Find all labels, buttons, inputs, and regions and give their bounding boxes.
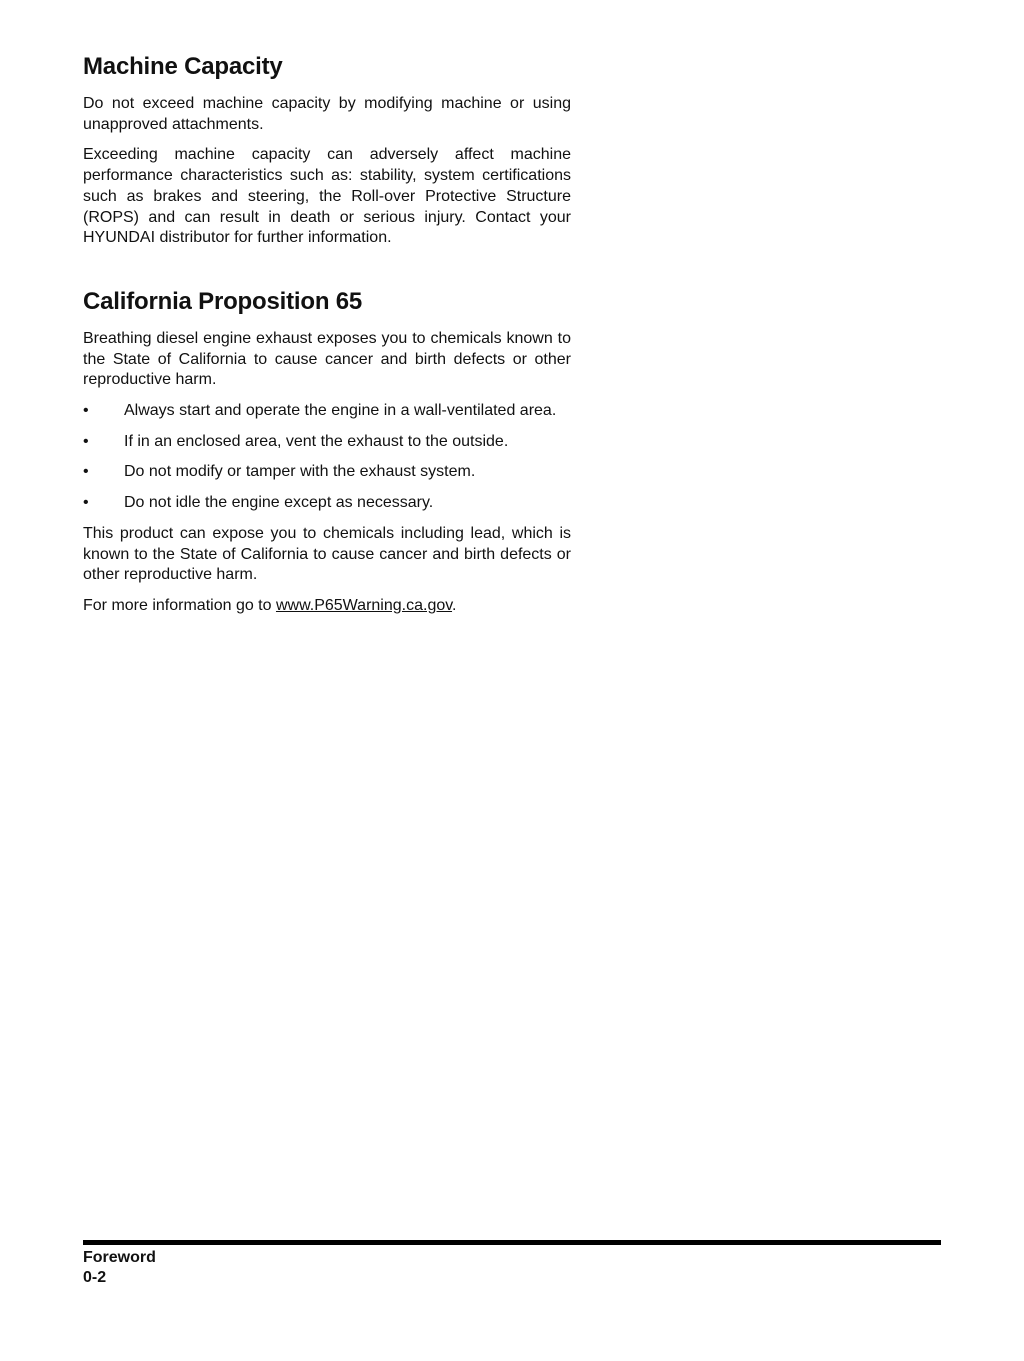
list-item <box>83 493 571 514</box>
heading-machine-capacity: Machine Capacity <box>83 53 283 80</box>
prop65-intro-paragraph: Breathing diesel engine exhaust exposes you to chemicals known to the State of California to cause cancer and birth defects or other reproductive harm. <box>83 329 571 389</box>
footer-section-title: Foreword <box>83 1249 156 1266</box>
list-item-text: Always start and operate the engine in a wall-ventilated area. <box>124 402 557 420</box>
machine-capacity-paragraph-2: Exceeding machine capacity can adversely affect machine performance characteristics such as: stability, system certifications such as brakes and steering, the Roll-over Protective Structure (ROPS) and can result in death or serious injury. Contact your HYUNDAI distributor for further information. <box>83 146 571 247</box>
more-info-prefix: For more information go to <box>83 596 276 614</box>
bullet-icon: • <box>83 463 89 481</box>
list-item-text: If in an enclosed area, vent the exhaust to the outside. <box>124 432 509 450</box>
list-item-text: Do not idle the engine except as necessary. <box>124 494 434 512</box>
footer-page-number: 0-2 <box>83 1269 107 1286</box>
bullet-icon: • <box>83 402 89 420</box>
more-info-line <box>83 596 571 617</box>
list-item-text: Do not modify or tamper with the exhaust system. <box>124 463 476 481</box>
main-column <box>83 52 571 627</box>
prop65-closing-paragraph: This product can expose you to chemicals including lead, which is known to the State of California to cause cancer and birth defects or other reproductive harm. <box>83 524 571 584</box>
bullet-icon: • <box>83 432 89 450</box>
prop65-bullet-list <box>83 401 571 514</box>
list-item <box>83 432 571 453</box>
machine-capacity-paragraph-1: Do not exceed machine capacity by modifying machine or using unapproved attachments. <box>83 95 571 133</box>
list-item <box>83 462 571 483</box>
p65-warning-link[interactable]: www.P65Warning.ca.gov <box>275 596 453 614</box>
footer-rule <box>83 1240 941 1245</box>
heading-california-prop-65: California Proposition 65 <box>83 287 363 315</box>
more-info-suffix: . <box>452 596 457 614</box>
list-item <box>83 401 571 422</box>
page-footer <box>83 1248 156 1288</box>
bullet-icon: • <box>83 494 89 512</box>
